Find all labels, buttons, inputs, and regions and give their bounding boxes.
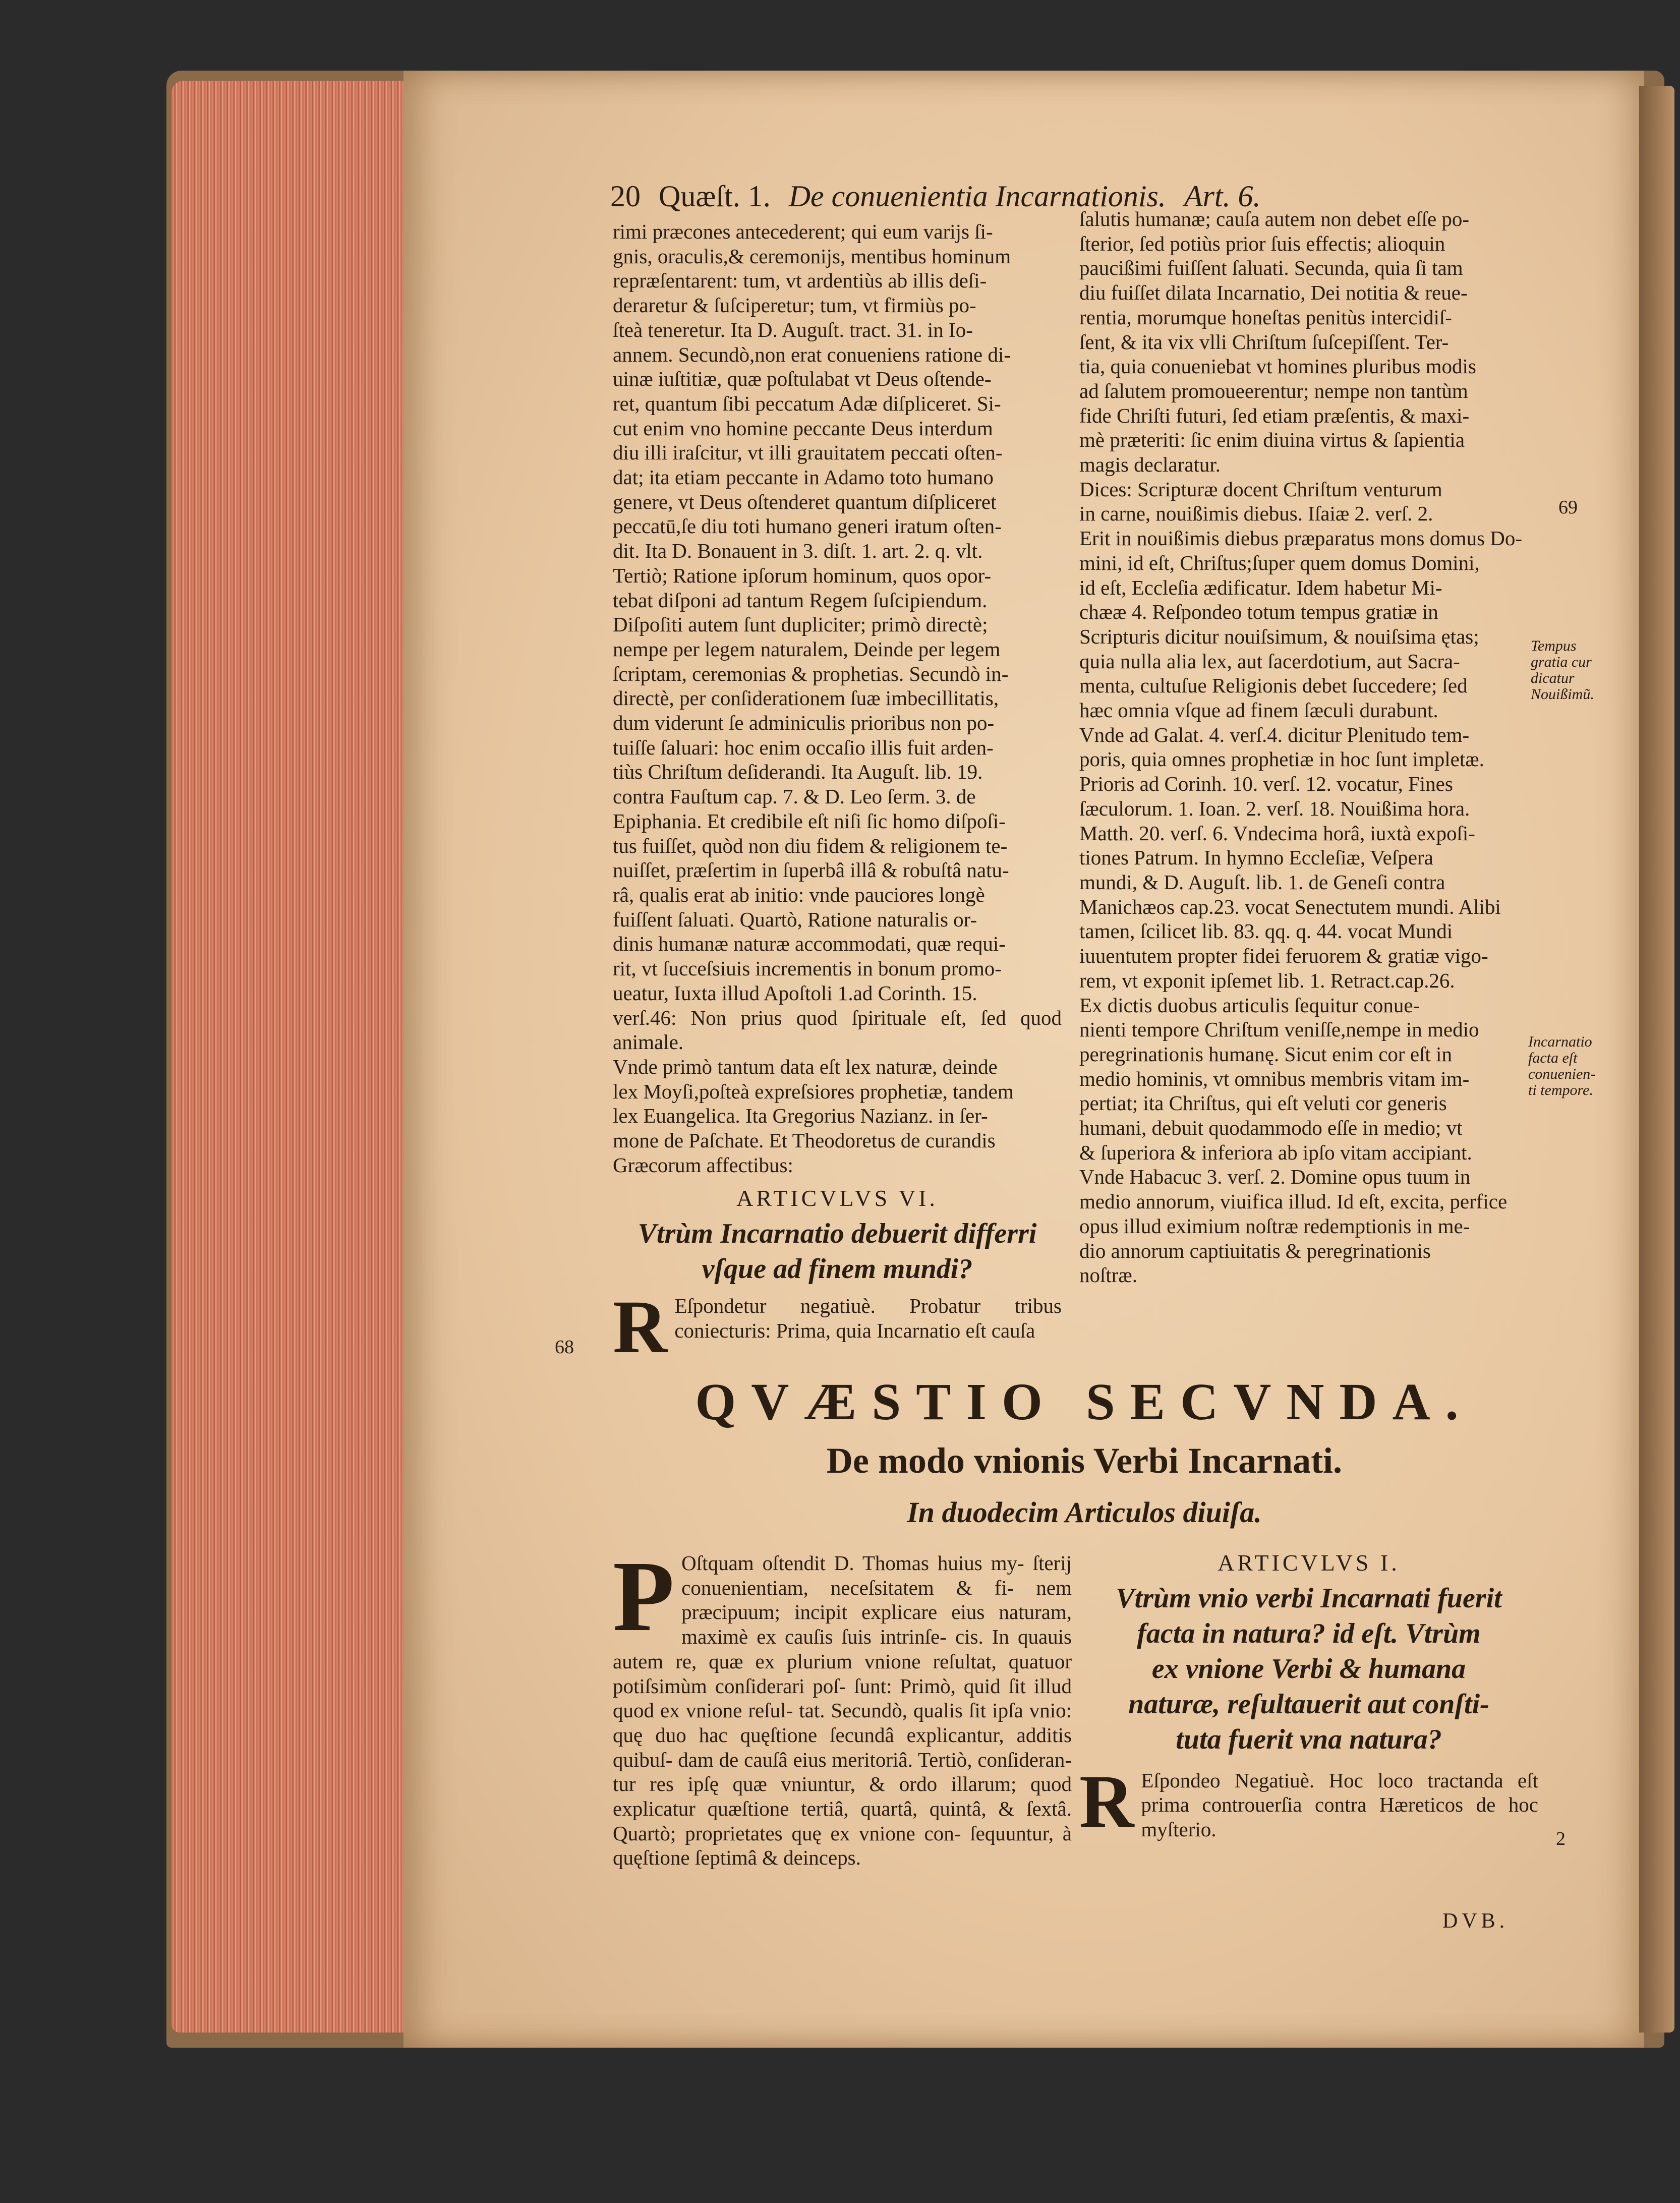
- text-line: rem, vt exponit ipſemet lib. 1. Retract.cap.26.: [1079, 968, 1455, 992]
- text-line: iuuentutem propter fidei feruorem & gratiæ vigo-: [1079, 944, 1488, 968]
- margin-note-line: gratia cur: [1531, 654, 1592, 670]
- text-line: tuiſſe ſaluari: hoc enim occaſio illis fuit arden-: [613, 735, 994, 759]
- margin-number-2: 2: [1556, 1828, 1566, 1849]
- article6-heading: ARTICVLVS VI.: [736, 1185, 938, 1211]
- text-line: medio annorum, viuifica illud. Id eſt, excita, perfice: [1079, 1190, 1508, 1213]
- text-line: medio hominis, vt omnibus membris vitam im-: [1079, 1067, 1470, 1090]
- article6-paragraph: [613, 1285, 1062, 1369]
- text-line: ſcriptam, ceremonias & prophetias. Secundò in-: [613, 662, 1009, 685]
- margin-number-68: 68: [555, 1337, 574, 1358]
- text-line: Oſtquam oſtendit D. Thomas huius my-: [681, 1551, 1033, 1575]
- text-line: Scripturis dicitur nouiſsimum, & nouiſsima ętas;: [1079, 624, 1479, 648]
- text-line: chææ 4. Reſpondeo totum tempus gratiæ in: [1079, 600, 1438, 624]
- header-article: Art. 6.: [1184, 180, 1261, 213]
- text-line: cis. In quauis autem re, quæ ex plurium vnione: [613, 1625, 1072, 1673]
- right-column-lines: [1079, 207, 1533, 1288]
- text-line: Epiphania. Et credibile eſt niſi ſic homo diſpoſi-: [613, 809, 1006, 833]
- text-line: genere, vt Deus oſtenderet quantum diſpliceret: [613, 490, 997, 513]
- text-line: uinæ iuſtitiæ, quæ poſtulabat vt Deus oſtende-: [613, 367, 992, 391]
- text-line: Manichæos cap.23. vocat Senectutem mundi. Alibi: [1079, 895, 1501, 918]
- text-line: diu illi iraſcitur, vt illi grauitatem peccati oſten-: [613, 441, 1003, 465]
- text-line: dinis humanæ naturæ accommodati, quæ requi-: [613, 932, 1006, 956]
- text-line: ſequuntur, à quęſtione ſeptimâ & deinceps.: [613, 1821, 1072, 1870]
- text-line: magis declaratur.: [1079, 453, 1221, 477]
- text-line: fuiſſent ſaluati. Quartò, Ratione naturalis or-: [613, 907, 977, 931]
- text-line: Matth. 20. verſ. 6. Vndecima horâ, iuxtà expoſi-: [1079, 821, 1475, 845]
- text-line: quęſtione ſecundâ explicantur, additis quibuſ-: [613, 1723, 1072, 1771]
- text-line: Dices: Scripturæ docent Chriſtum venturum: [1079, 477, 1442, 501]
- text-line: nem præcipuum; incipit explicare eius: [681, 1576, 1072, 1624]
- article1-column: [1079, 1551, 1538, 1842]
- text-line: naturam, maximè ex cauſis ſuis intrinſe-: [681, 1600, 1072, 1649]
- left-column-lines: [613, 219, 1062, 1177]
- text-line: nuiſſet, præſertim in ſuperbâ illâ & robuſtâ natu-: [613, 858, 1009, 882]
- text-line: reſultat, quatuor potiſsimùm conſiderari poſ-: [613, 1649, 1072, 1698]
- text-line: Vnde Habacuc 3. verſ. 2. Domine opus tuum in: [1079, 1165, 1471, 1189]
- text-line: ſextâ. Quartò; proprietates quę ex vnione con-: [613, 1797, 1072, 1845]
- article6-title: Vtrùm Incarnatio debuerit differri vſque ad finem mundi?: [638, 1218, 1037, 1285]
- page-edges: [171, 81, 414, 2033]
- text-line: lex Moyſi,poſteà expreſsiores prophetiæ, tandem: [613, 1079, 1014, 1103]
- intro-text: [613, 1541, 1072, 1870]
- text-line: dit. Ita D. Bonauent in 3. diſt. 1. art. 2. q. vlt.: [613, 539, 983, 563]
- text-line: tamen, ſcilicet lib. 83. qq. q. 44. vocat Mundi: [1079, 919, 1453, 943]
- text-line: in carne, nouißimis diebus. Iſaiæ 2. verſ. 2.: [1079, 502, 1433, 526]
- quaestio-subtitle-division: In duodecim Articulos diuiſa.: [907, 1496, 1262, 1529]
- text-line: annem. Secundò,non erat conueniens ratione di-: [613, 342, 1011, 366]
- text-line: dio annorum captiuitatis & peregrinationis: [1079, 1239, 1431, 1262]
- text-line: Vnde primò tantum data eſt lex naturæ, deinde: [613, 1055, 998, 1078]
- text-line: ſent, & ita vix vlli Chriſtum ſuſcepiſſent. Ter-: [1079, 330, 1449, 354]
- header-topic: De conuenientia Incarnationis.: [788, 180, 1166, 213]
- article1-title: [1079, 1581, 1538, 1757]
- title-line: tuta fuerit vna natura?: [1176, 1723, 1442, 1755]
- margin-note-line: Tempus: [1531, 637, 1577, 654]
- title-line: Vtrùm vnio verbi Incarnati fuerit: [1116, 1582, 1502, 1614]
- text-line: lex Euangelica. Ita Gregorius Nazianz. in ſer-: [613, 1104, 988, 1128]
- article6-text: Eſpondetur negatiuè. Probatur tribus coniecturis: Prima, quia Incarnatio eſt cauſa: [674, 1294, 1062, 1342]
- margin-note-tempus: [1531, 638, 1594, 703]
- text-line: diu fuiſſet dilata Incarnatio, Dei notitia & reue-: [1079, 281, 1468, 305]
- text-line: tat. Secundò, qualis ſit ipſa vnio: quę duo hac: [613, 1699, 1072, 1747]
- page-number: 20: [610, 180, 641, 213]
- title-line: ex vnione Verbi & humana: [1151, 1653, 1466, 1685]
- text-line: paucißimi fuiſſent ſaluati. Secunda, quia ſi tam: [1079, 256, 1463, 280]
- margin-note-line: ti tempore.: [1528, 1082, 1593, 1098]
- text-line: mè præteriti: ſic enim diuina virtus & ſapientia: [1079, 428, 1465, 452]
- header-quaest: Quæſt. 1.: [659, 180, 771, 213]
- text-line: Græcorum affectibus:: [613, 1153, 793, 1177]
- text-line: râ, qualis erat ab initio: vnde pauciores longè: [613, 883, 985, 906]
- text-line: deraretur & ſuſciperetur; tum, vt firmiùs po-: [613, 294, 976, 317]
- text-line: noſtræ.: [1079, 1263, 1138, 1287]
- text-line: dum viderunt ſe adminiculis prioribus non po-: [613, 711, 995, 735]
- text-line: tur res ipſę quæ vniuntur, & ordo illarum; quod: [613, 1772, 1072, 1796]
- text-line: fide Chriſti futuri, ſed etiam præſentis, & maxi-: [1079, 403, 1470, 427]
- text-line: dam de cauſâ eius meritoriâ. Tertiò, conſideran-: [678, 1748, 1072, 1771]
- text-line: dat; ita etiam peccante in Adamo toto humano: [613, 466, 994, 489]
- margin-number-69: 69: [1558, 497, 1578, 518]
- text-line: ret, quantum ſibi peccatum Adæ diſpliceret. Si-: [613, 391, 1001, 415]
- text-line: Ex dictis duobus articulis ſequitur conue-: [1079, 993, 1420, 1017]
- article1-paragraph: [1079, 1759, 1538, 1843]
- text-line: mundi, & D. Auguſt. lib. 1. de Geneſi contra: [1079, 870, 1445, 894]
- text-line: Tertiò; Ratione ipſorum hominum, quos opor-: [613, 563, 992, 587]
- text-line: directè, per conſiderationem ſuæ imbecillitatis,: [613, 686, 999, 710]
- text-line: mini, id eſt, Chriſtus;ſuper quem domus Domini,: [1079, 551, 1480, 574]
- text-line: cut enim vno homine peccante Deus interdum: [613, 416, 993, 440]
- article1-text: Eſpondeo Negatiuè. Hoc loco tractanda eſt prima controuerſia contra Hæreticos de hoc myſterio.: [1141, 1768, 1538, 1841]
- right-column-top: [1079, 207, 1533, 1288]
- text-line: tebat diſponi ad tantum Regem ſuſcipiendum.: [613, 588, 988, 612]
- text-line: rimi præcones antecederent; qui eum varijs ſi-: [613, 220, 993, 243]
- text-line: ſteà teneretur. Ita D. Auguſt. tract. 31. in Io-: [613, 318, 973, 341]
- margin-note-line: Nouißimũ.: [1531, 686, 1594, 703]
- text-line: verſ.46: Non prius quod ſpirituale eſt, ſed quod animale.: [613, 1006, 1062, 1054]
- margin-note-line: dicatur: [1531, 670, 1575, 686]
- intro-column: [613, 1541, 1072, 1870]
- text-line: ſæculorum. 1. Ioan. 2. verſ. 18. Nouißima hora.: [1079, 796, 1470, 820]
- text-line: peregrinationis humanę. Sicut enim cor eſt in: [1079, 1042, 1452, 1066]
- text-line: ad ſalutem promoueerentur; nempe non tantùm: [1079, 379, 1468, 402]
- text-line: tus fuiſſet, quòd non diu fidem & religionem te-: [613, 834, 1008, 857]
- intro-dropcap: P: [613, 1541, 675, 1652]
- margin-note-line: Incarnatio: [1528, 1033, 1592, 1050]
- article1-dropcap: R: [1079, 1759, 1134, 1843]
- text-line: ſterij conuenientiam, neceſsitatem & fi-: [681, 1551, 1072, 1599]
- left-column-top: [613, 219, 1062, 1369]
- article1-heading: ARTICVLVS I.: [1218, 1550, 1400, 1576]
- text-line: Erit in nouißimis diebus præparatus mons domus Do-: [1079, 527, 1523, 550]
- text-line: repræſentarent: tum, vt ardentiùs ab illis deſi-: [613, 269, 987, 293]
- text-line: quia nulla alia lex, aut ſacerdotium, aut Sacra-: [1079, 649, 1460, 673]
- text-line: Prioris ad Corinh. 10. verſ. 12. vocatur, Fines: [1079, 772, 1453, 796]
- text-line: ueatur, Iuxta illud Apoſtoli 1.ad Corinth. 15.: [613, 981, 977, 1005]
- quaestio-subtitle: De modo vnionis Verbi Incarnati.: [826, 1440, 1343, 1481]
- margin-note-line: conuenien-: [1528, 1066, 1596, 1082]
- title-line: facta in natura? id eſt. Vtrùm: [1137, 1617, 1481, 1649]
- text-line: nienti tempore Chriſtum veniſſe,nempe in medio: [1079, 1018, 1479, 1041]
- text-line: Vnde ad Galat. 4. verſ.4. dicitur Plenitudo tem-: [1079, 723, 1470, 746]
- text-line: tiones Patrum. In hymno Eccleſiæ, Veſpera: [1079, 846, 1433, 869]
- text-line: ſterior, ſed potiùs prior ſuis effectis; alioquin: [1079, 231, 1445, 255]
- facing-page-edge: [1639, 86, 1674, 2033]
- text-line: tia, quia conueniebat vt homines pluribus modis: [1079, 355, 1476, 378]
- intro-paragraph: [613, 1541, 1072, 1870]
- catchword: DVB.: [1442, 1909, 1509, 1933]
- text-line: Diſpoſiti autem ſunt dupliciter; primò directè;: [613, 613, 988, 636]
- text-line: nempe per legem naturalem, Deinde per legem: [613, 637, 1001, 661]
- text-line: contra Fauſtum cap. 7. & D. Leo ſerm. 3. de: [613, 785, 976, 808]
- text-line: & ſuperiora & inferiora ab ipſo vitam accipiant.: [1079, 1140, 1472, 1164]
- margin-note-incarnatio: [1528, 1034, 1595, 1098]
- text-line: rit, vt ſucceſsiuis incrementis in bonum promo-: [613, 957, 1002, 980]
- text-line: gnis, oraculis,& ceremonijs, mentibus hominum: [613, 244, 1011, 268]
- text-line: pertiat; ita Chriſtus, qui eſt veluti cor generis: [1079, 1091, 1447, 1115]
- margin-note-line: facta eſt: [1528, 1050, 1578, 1066]
- text-line: ſunt: Primò, quid ſit illud quod ex vnione reſul-: [613, 1674, 1072, 1722]
- text-line: humani, debuit quodammodo eſſe in medio; vt: [1079, 1116, 1463, 1140]
- text-line: mone de Paſchate. Et Theodoretus de curandis: [613, 1129, 996, 1152]
- text-line: ſalutis humanæ; cauſa autem non debet eſſe po-: [1079, 207, 1470, 230]
- article6-dropcap: R: [613, 1285, 668, 1369]
- text-line: explicatur quæſtione tertiâ, quartâ, quintâ, &: [613, 1797, 1027, 1821]
- title-line: naturæ, reſultauerit aut conſti-: [1128, 1688, 1489, 1720]
- text-line: poris, quia omnes prophetiæ in hoc ſunt impletæ.: [1079, 747, 1484, 771]
- text-line: rentia, morumque honeſtas penitùs intercidiſ-: [1079, 305, 1452, 329]
- text-line: peccatū,ſe diu toti humano generi iratum oſten-: [613, 514, 1002, 538]
- text-line: opus illud eximium noſtræ redemptionis in me-: [1079, 1214, 1470, 1238]
- text-line: tiùs Chriſtum deſiderandi. Ita Auguſt. lib. 19.: [613, 760, 983, 784]
- text-line: hæc omnia vſque ad finem ſæculi durabunt.: [1079, 699, 1438, 722]
- text-line: menta, cultuſue Religionis debet ſuccedere; ſed: [1079, 674, 1468, 698]
- quaestio-heading: QVÆSTIO SECVNDA.: [695, 1373, 1474, 1431]
- text-line: id eſt, Eccleſia ædificatur. Idem habetur Mi-: [1079, 575, 1442, 599]
